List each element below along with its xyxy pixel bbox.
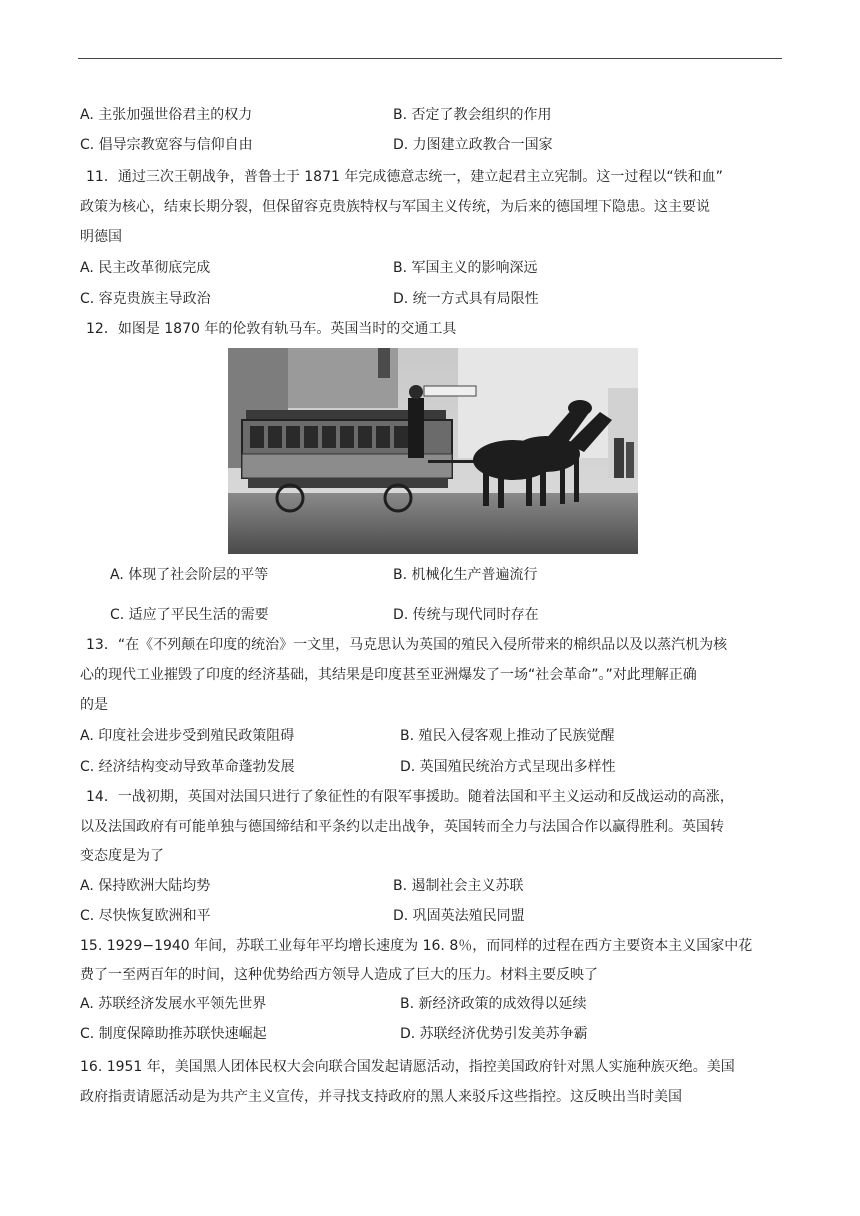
q11-stem-line-2: 政策为核心，结束长期分裂，但保留容克贵族特权与军国主义传统，为后来的德国埋下隐患。这主要说 bbox=[80, 199, 710, 215]
q12-stem-line-1: 12．如图是 1870 年的伦敦有轨马车。英国当时的交通工具 bbox=[86, 321, 457, 337]
q15-option-b[interactable]: B. 新经济政策的成效得以延续 bbox=[400, 996, 587, 1012]
q14-stem-line-3: 变态度是为了 bbox=[80, 848, 164, 864]
q10-option-d[interactable]: D. 力图建立政教合一国家 bbox=[393, 137, 553, 153]
q15-option-d[interactable]: D. 苏联经济优势引发美苏争霸 bbox=[400, 1026, 588, 1042]
q12-option-c[interactable]: C. 适应了平民生活的需要 bbox=[110, 607, 269, 623]
q15-option-c[interactable]: C. 制度保障助推苏联快速崛起 bbox=[80, 1026, 267, 1042]
q15-stem-line-1: 15. 1929−1940 年间，苏联工业每年平均增长速度为 16. 8％，而同样的过程在西方主要资本主义国家中花 bbox=[80, 938, 753, 954]
q11-option-d[interactable]: D. 统一方式具有局限性 bbox=[393, 291, 539, 307]
q12-option-d[interactable]: D. 传统与现代同时存在 bbox=[393, 607, 539, 623]
q10-option-a[interactable]: A. 主张加强世俗君主的权力 bbox=[80, 107, 253, 123]
q13-option-c[interactable]: C. 经济结构变动导致革命蓬勃发展 bbox=[80, 759, 295, 775]
q14-option-c[interactable]: C. 尽快恢复欧洲和平 bbox=[80, 908, 211, 924]
q16-stem-line-1: 16. 1951 年，美国黑人团体民权大会向联合国发起请愿活动，指控美国政府针对黑人实施种族灭绝。美国 bbox=[80, 1059, 735, 1075]
header-rule bbox=[78, 58, 782, 59]
q13-stem-line-3: 的是 bbox=[80, 697, 108, 713]
q13-stem-line-2: 心的现代工业摧毁了印度的经济基础，其结果是印度甚至亚洲爆发了一场“社会革命”。”对此理解正确 bbox=[80, 667, 697, 683]
q11-option-c[interactable]: C. 容克贵族主导政治 bbox=[80, 291, 211, 307]
q14-option-d[interactable]: D. 巩固英法殖民同盟 bbox=[393, 908, 525, 924]
horse-tram-photo bbox=[228, 348, 638, 554]
q15-option-a[interactable]: A. 苏联经济发展水平领先世界 bbox=[80, 996, 267, 1012]
q10-option-c[interactable]: C. 倡导宗教宽容与信仰自由 bbox=[80, 137, 253, 153]
q11-option-a[interactable]: A. 民主改革彻底完成 bbox=[80, 260, 211, 276]
q12-option-b[interactable]: B. 机械化生产普遍流行 bbox=[393, 567, 538, 583]
q13-stem-line-1: 13．“在《不列颠在印度的统治》一文里，马克思认为英国的殖民入侵所带来的棉织品以及以蒸汽机为核 bbox=[86, 637, 728, 653]
q14-stem-line-1: 14．一战初期，英国对法国只进行了象征性的有限军事援助。随着法国和平主义运动和反战运动的高涨， bbox=[86, 789, 734, 805]
q11-option-b[interactable]: B. 军国主义的影响深远 bbox=[393, 260, 538, 276]
q14-option-b[interactable]: B. 遏制社会主义苏联 bbox=[393, 878, 524, 894]
q13-option-a[interactable]: A. 印度社会进步受到殖民政策阻碍 bbox=[80, 728, 295, 744]
q15-stem-line-2: 费了一至两百年的时间，这种优势给西方领导人造成了巨大的压力。材料主要反映了 bbox=[80, 967, 598, 983]
q14-option-a[interactable]: A. 保持欧洲大陆均势 bbox=[80, 878, 211, 894]
q14-stem-line-2: 以及法国政府有可能单独与德国缔结和平条约以走出战争，英国转而全力与法国合作以赢得胜利。英国转 bbox=[80, 819, 724, 835]
q16-stem-line-2: 政府指责请愿活动是为共产主义宣传，并寻找支持政府的黑人来驳斥这些指控。这反映出当时美国 bbox=[80, 1089, 682, 1105]
q10-option-b[interactable]: B. 否定了教会组织的作用 bbox=[393, 107, 552, 123]
q13-option-b[interactable]: B. 殖民入侵客观上推动了民族觉醒 bbox=[400, 728, 615, 744]
q13-option-d[interactable]: D. 英国殖民统治方式呈现出多样性 bbox=[400, 759, 616, 775]
q11-stem-line-1: 11．通过三次王朝战争，普鲁士于 1871 年完成德意志统一，建立起君主立宪制。这一过程以“铁和血” bbox=[86, 169, 723, 185]
q12-option-a[interactable]: A. 体现了社会阶层的平等 bbox=[110, 567, 269, 583]
q11-stem-line-3: 明德国 bbox=[80, 229, 122, 245]
